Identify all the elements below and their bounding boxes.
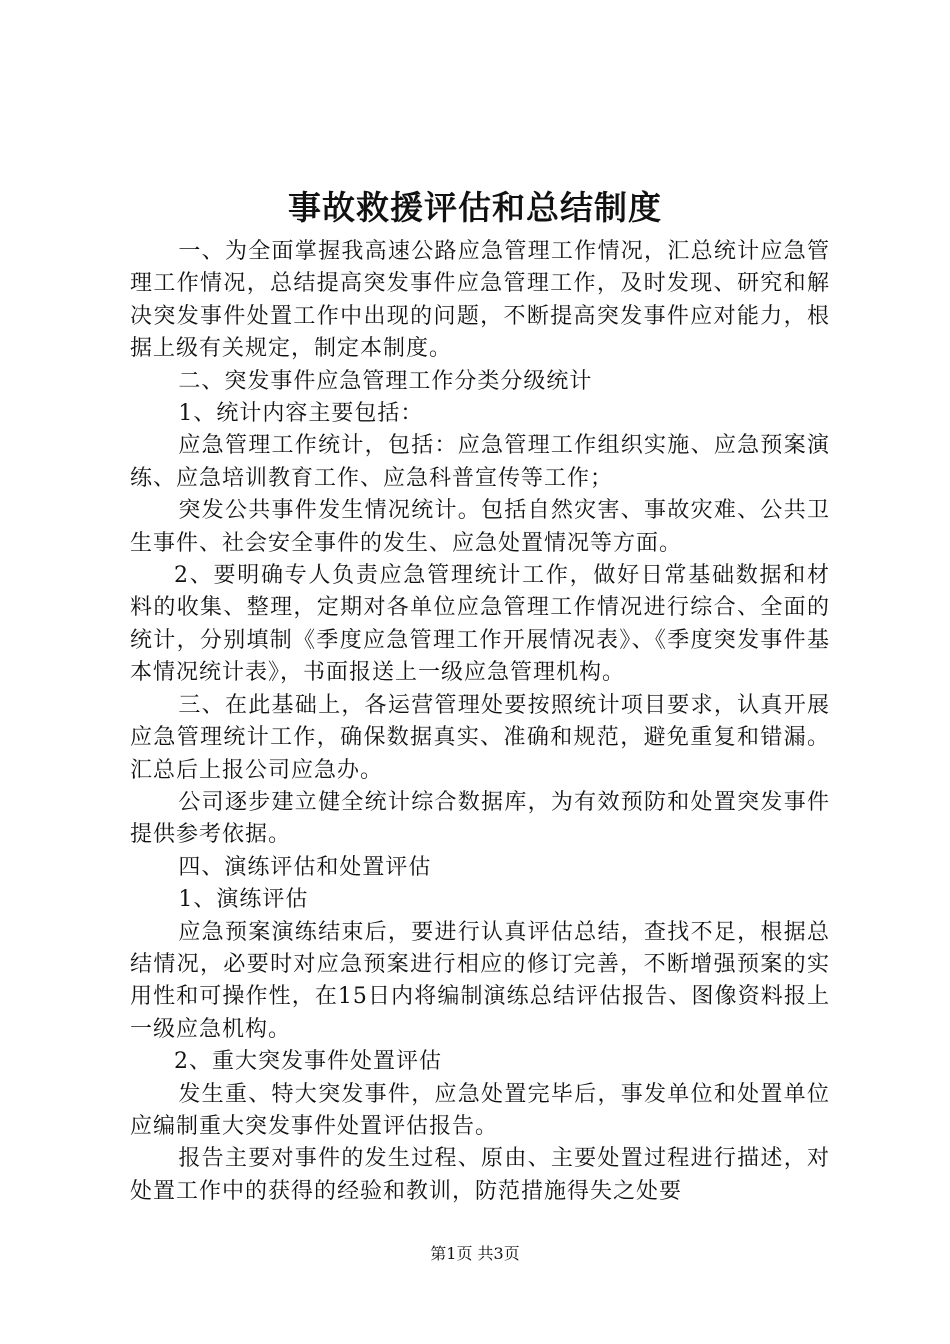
- paragraph-management-stats: 应急管理工作统计，包括：应急管理工作组织实施、应急预案演练、应急培训教育工作、应急科普宣传等工作；: [130, 433, 830, 491]
- paragraph-incident-stats: 突发公共事件发生情况统计。包括自然灾害、事故灾难、公共卫生事件、社会安全事件的发生、应急处置情况等方面。: [130, 498, 830, 556]
- subsection-heading-incident: 2、重大突发事件处置评估: [174, 1049, 442, 1075]
- page-number: 第1页 共3页: [430, 1244, 520, 1263]
- section-heading-2: 二、突发事件应急管理工作分类分级统计: [178, 368, 593, 394]
- paragraph-section-3: 三、在此基础上，各运营管理处要按照统计项目要求，认真开展应急管理统计工作，确保数据真实、准确和规范，避免重复和错漏。汇总后上报公司应急办。: [130, 692, 830, 783]
- subsection-heading-drill: 1、演练评估: [178, 887, 309, 913]
- paragraph-database: 公司逐步建立健全统计综合数据库，为有效预防和处置突发事件提供参考依据。: [130, 789, 830, 848]
- paragraph-drill-evaluation: 应急预案演练结束后，要进行认真评估总结，查找不足，根据总结情况，必要时对应急预案进行相应的修订完善，不断增强预案的实用性和可操作性，在15日内将编制演练总结评估报告、图像资料报上一级应急机构。: [130, 919, 830, 1042]
- paragraph-intro: 一、为全面掌握我高速公路应急管理工作情况，汇总统计应急管理工作情况，总结提高突发事件应急管理工作，及时发现、研究和解决突发事件处置工作中出现的问题，不断提高突发事件应对能力，根据上级有关规定，制定本制度。: [130, 239, 830, 362]
- document-title: 事故救援评估和总结制度: [288, 188, 662, 227]
- section-heading-4: 四、演练评估和处置评估: [178, 854, 432, 880]
- document-body: [130, 236, 830, 1208]
- paragraph-report-content: 报告主要对事件的发生过程、原由、主要处置过程进行描述，对处置工作中的获得的经验和教训，防范措施得失之处要: [130, 1146, 830, 1204]
- paragraph-incident-report: 发生重、特大突发事件，应急处置完毕后，事发单位和处置单位应编制重大突发事件处置评估报告。: [130, 1081, 830, 1139]
- paragraph-staff-responsibility: 2、要明确专人负责应急管理统计工作，做好日常基础数据和材料的收集、整理，定期对各单位应急管理工作情况进行综合、全面的统计，分别填制《季度应急管理工作开展情况表》、《季度突发事件基本情况统计表》，书面报送上一级应急管理机构。: [130, 563, 830, 686]
- subsection-heading-1: 1、统计内容主要包括：: [178, 401, 424, 427]
